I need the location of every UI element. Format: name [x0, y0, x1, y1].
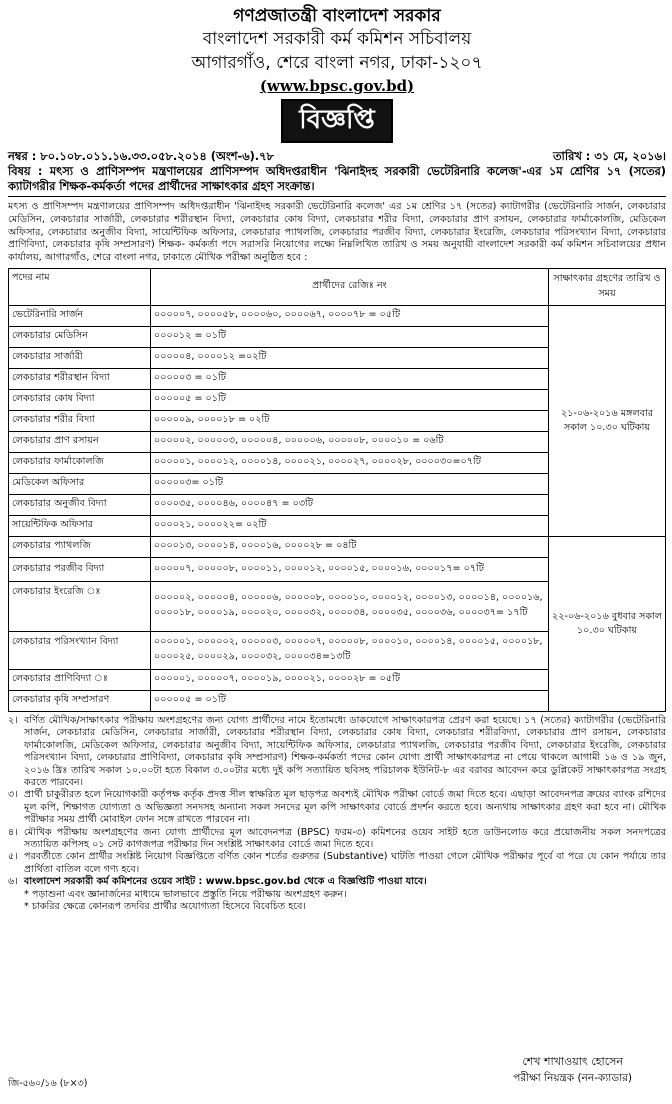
table-row [9, 536, 666, 557]
reg-numbers: ০০০০১২ = ০১টি [151, 326, 549, 347]
reg-numbers: ০০০০০১, ০০০০০২, ০০০০০৩, ০০০০০৭, ০০০০০৮, ০০০০১০, ০০০০১৪, ০০০০১৫, ০০০০১৮, ০০০০২৫, ০০০০২৯, ০০০০৩২, ০০০০৩৪=১৩টি [151, 631, 549, 669]
reference-number: নম্বর : ৮০.১০৮.০১১.১৬.৩৩.০৫৮.২০১৪ (অংশ-৬).৭৮ [8, 149, 274, 163]
notes [8, 715, 666, 914]
reg-numbers: ০০০০০৭, ০০০০০৮, ০০০০১১, ০০০০১২, ০০০০১৫, ০০০০১৬, ০০০০১৭= ০৭টি [151, 557, 549, 581]
interview-table [8, 268, 666, 712]
post-name: লেকচারার প্যাথলজি [9, 536, 151, 557]
website-link[interactable]: (www.bpsc.gov.bd) [259, 77, 415, 95]
notice-badge: বিজ্ঞপ্তি [281, 99, 393, 143]
reg-numbers: ০০০০০৪, ০০০০১২ =০২টি [151, 347, 549, 368]
note-item [8, 789, 666, 826]
note-number: ৫। [8, 851, 18, 863]
reg-numbers: ০০০০০৭, ০০০০৫৮, ০০০০৬০, ০০০০৬৭, ০০০০৭৮ = ০৫টি [151, 305, 549, 326]
table-header-row [9, 268, 666, 305]
post-name: লেকচারার শরীরস্থান বিদ্যা [9, 368, 151, 389]
post-name: ভেটেরিনারি সার্জন [9, 305, 151, 326]
note-item [8, 715, 666, 789]
signature-block [513, 1054, 632, 1086]
reg-numbers: ০০০০১৩, ০০০০১৪, ০০০০১৬, ০০০০২৮ = ০৪টি [151, 536, 549, 557]
note-item [8, 827, 666, 852]
reg-numbers: ০০০০০২, ০০০০০৪, ০০০০০৬, ০০০০০৮, ০০০০১০, ০০০০১২, ০০০০১৩, ০০০০১৪, ০০০০১৬, ০০০০১৮, ০০০০১৯, ০০০০২০, ০০০০৩২, ০০০০৩৪, ০০০০৩৫, ০০০০৩৬, ০০০০৩৭= ১৭টি [151, 581, 549, 631]
government-name: গণপ্রজাতন্ত্রী বাংলাদেশ সরকার [233, 6, 441, 26]
reg-numbers: ০০০০২১, ০০০০২২= ০২টি [151, 515, 549, 536]
post-name: মেডিকেল অফিসার [9, 473, 151, 494]
signatory-title: পরীক্ষা নিয়ন্ত্রক (নন-ক্যাডার) [513, 1072, 632, 1084]
note-text: পরবর্তীতে কোন প্রার্থীর সংশ্লিষ্ট নিয়োগ বিজ্ঞপ্তিতে বর্ণিত কোন শর্তের গুরুতর (Substantive) ঘাটতি পাওয়া গেলে মৌখিক পরীক্ষার পূর্বে বা পরে যে কোন পর্যায়ে তার প্রার্থিতা বাতিল বলে গণ্য হবে। [24, 851, 666, 875]
schedule-day-1: ২১-০৬-২০১৬ মঙ্গলবার সকাল ১০.৩০ ঘটিকায় [549, 305, 666, 536]
reg-numbers: ০০০০০২, ০০০০০৩, ০০০০০৪, ০০০০০৬, ০০০০০৮, ০০০০১০ = ০৬টি [151, 431, 549, 452]
schedule-day-2: ২২-০৬-২০১৬ বুধবার সকাল ১০.৩০ ঘটিকায় [549, 536, 666, 711]
intro-paragraph: মৎস্য ও প্রাণিসম্পদ মন্ত্রণালয়ের প্রাণিসম্পদ অধিদপ্তরাধীন 'ঝিনাইদহ সরকারী ভেটেরিনারি কলেজ' এর ১ম শ্রেণির ১৭ (সতের) ক্যাটাগরীর (ভেটেরিনারি সার্জন, লেকচারার মেডিসিন, লেকচারার সার্জারী, লেকচারার শরীরস্থান বিদ্যা, লেকচারার কোষ বিদ্যা, লেকচারার শরীর বিদ্যা, লেকচারার প্রাণ রসায়ন, লেকচারার ফার্মাকোলজি, মেডিকেল অফিসার, লেকচারার অনুজীব বিদ্যা, সায়েন্টিফিক অফিসার, লেকচারার প্যাথলজি, লেকচারার পরজীব বিদ্যা, লেকচারার ইংরেজি, লেকচারার পরিসংখ্যান বিদ্যা, লেকচারার প্রাণিবিদ্যা, লেকচারার কৃষি সম্প্রসারণ) শিক্ষক- কর্মকর্তা পদে সরাসরি নিয়োগের লক্ষ্যে নিম্নলিখিত তারিখ ও সময় অনুযায়ী বাংলাদেশ সরকারী কর্ম কমিশন সচিবালয়ের প্রধান কার্যালয়, আগারগাঁও, শেরে বাংলা নগর, ঢাকাতে মৌখিক পরীক্ষা অনুষ্ঠিত হবে : [8, 201, 666, 264]
note-text: প্রার্থী চাকুরীরত হলে নিয়োগকারী কর্তৃপক্ষ কর্তৃক প্রদত্ত সীল স্বাক্ষরিত মূল ছাড়পত্র অবশ্যই মৌখিক পরীক্ষা বোর্ডে জমা দিতে হবে। এছাড়া আবেদনপত্র ক্রয়ের ব্যাংক রশিদের মূল কপি, শিক্ষাগত যোগ্যতা ও অভিজ্ঞতা সনদসহ অন্যান্য সকল সনদের মূল কপি সাক্ষাৎকার বোর্ডে প্রদর্শন করতে হবে। অন্যথায় সাক্ষাৎকার গ্রহণ করা হবে না। মৌখিক পরীক্ষার সময় প্রার্থী মোবাইল ফোন সঙ্গে রাখতে পারবেন না। [24, 789, 666, 826]
note-number: ৪। [8, 826, 18, 838]
bullet-item: * চাকরির ক্ষেত্রে কোনরূপ তদবির প্রার্থীর অযোগ্যতা হিসেবে বিবেচিত হবে। [24, 901, 306, 913]
post-name: লেকচারার অনুজীব বিদ্যা [9, 494, 151, 515]
reg-numbers: ০০০০০১, ০০০০০৭, ০০০০১৯, ০০০০২১, ০০০০২৮ = ০৫টি [151, 669, 549, 690]
reg-numbers: ০০০০০৩= ০১টি [151, 473, 549, 494]
post-name: লেকচারার শরীর বিদ্যা [9, 410, 151, 431]
post-name: লেকচারার ইংরেজি ঃ [9, 581, 151, 631]
post-name: সায়েন্টিফিক অফিসার [9, 515, 151, 536]
note-number: ২। [8, 714, 18, 726]
post-name: লেকচারার ফার্মাকোলজি [9, 452, 151, 473]
note-text: বর্ণিত মৌখিক/সাক্ষাৎকার পরীক্ষায় অংশগ্রহণের জন্য যোগ্য প্রার্থীদের নামে ইতোমধ্যে ডাকযোগে সাক্ষাৎকারপত্র প্রেরণ করা হয়েছে। ১৭ (সতের) ক্যাটাগরীর (ভেটেরিনারি সার্জন, লেকচারার মেডিসিন, লেকচারার সার্জারী, লেকচারার শরীরস্থান বিদ্যা, লেকচারার কোষ বিদ্যা, লেকচারার শরীরবিদ্যা, লেকচারার প্রাণ রসায়ন, লেকচারার ফার্মাকোলজি, মেডিকেল অফিসার, লেকচারার অনুজীব বিদ্যা, সায়েন্টিফিক অফিসার, লেকচারার প্যাথলজি, লেকচারার পরজীব বিদ্যা, লেকচারার ইংরেজি, লেকচারার পরিসংখ্যান বিদ্যা, লেকচারার প্রাণিবিদ্যা, লেকচারার কৃষি সম্প্রসারণ) শিক্ষক-কর্মকর্তা পদের কোন যোগ্য প্রার্থী সাক্ষাৎকারপত্র না পেয়ে থাকলে আগামী ১৬ ও ১৯ জুন, ২০১৬ খ্রিঃ তারিখ সকাল ১০.০০টা হতে বিকাল ৩.০০টার মধ্যে দুই কপি সত্যায়িত ছবিসহ পরিচালক ইউনিট-৮ এর বরাবর আবেদন করে ডুপ্লিকেট সাক্ষাৎকারপত্র সংগ্রহ করতে পারবেন। [24, 714, 666, 789]
reg-numbers: ০০০০০৫ = ০১টি [151, 389, 549, 410]
note-number: ৬। [8, 876, 18, 888]
post-name: লেকচারার পরজীব বিদ্যা [9, 557, 151, 581]
post-name: লেকচারার পরিসংখ্যান বিদ্যা [9, 631, 151, 669]
footer-code: জি-৫৬০/১৬ (৮×৩) [8, 1078, 88, 1089]
header-schedule: সাক্ষাৎকার গ্রহণের তারিখ ও সময় [549, 268, 666, 305]
reference-date: তারিখ : ৩১ মে, ২০১৬। [552, 149, 666, 163]
post-name: লেকচারার প্রাণ রসায়ন [9, 431, 151, 452]
office-name: বাংলাদেশ সরকারী কর্ম কমিশন সচিবালয় [202, 29, 472, 49]
header [8, 6, 666, 143]
note-item [8, 876, 666, 888]
table-row [9, 305, 666, 326]
header-reg: প্রার্থীদের রেজিঃ নং [151, 268, 549, 305]
reg-numbers: ০০০০০৫ = ০১টি [151, 690, 549, 711]
note-text: মৌখিক পরীক্ষায় অংশগ্রহণের জন্য যোগ্য প্রার্থীদের মূল আবেদনপত্র (BPSC) ফরম-৩) কমিশনের ওয়েব সাইট হতে ডাউনলোড করে প্রয়োজনীয় সকল সনদপত্রের সত্যায়িত কপিসহ ০১ সেট কাগজপত্র পরীক্ষার দিন সংশ্লিষ্ট সাক্ষাৎকার বোর্ডে জমা দিতে হবে। [24, 826, 666, 851]
post-name: লেকচারার সার্জারী [9, 347, 151, 368]
note-text: বাংলাদেশ সরকারী কর্ম কমিশনের ওয়েব সাইট : www.bpsc.gov.bd থেকে এ বিজ্ঞপ্তিটি পাওয়া যাবে। [24, 876, 427, 888]
reg-numbers: ০০০০০৯, ০০০০১৮ = ০২টি [151, 410, 549, 431]
note-number: ৩। [8, 789, 18, 801]
post-name: লেকচারার কোষ বিদ্যা [9, 389, 151, 410]
post-name: লেকচারার কৃষি সম্প্রসারণ [9, 690, 151, 711]
reg-numbers: ০০০০০১, ০০০০১২, ০০০০১৪, ০০০০২১, ০০০০২৭, ০০০০২৮, ০০০০৩০=০৭টি [151, 452, 549, 473]
notice-page [0, 6, 672, 1104]
reg-numbers: ০০০০৩৫, ০০০০৪৬, ০০০০৪৭ = ০৩টি [151, 494, 549, 515]
header-post: পদের নাম [9, 268, 151, 305]
note-item [8, 851, 666, 876]
bullet-item: * পড়াশুনা এবং জ্ঞানার্জনের মাধ্যমে ভালভাবে প্রস্তুতি নিয়ে পরীক্ষায় অংশগ্রহণ করুন। [24, 888, 347, 900]
signatory-name: শেখ শাখাওয়াৎ হোসেন [522, 1055, 623, 1068]
divider [8, 196, 666, 197]
post-name: লেকচারার মেডিসিন [9, 326, 151, 347]
reg-numbers: ০০০০০৩ = ০১টি [151, 368, 549, 389]
post-name: লেকচারার প্রাণিবিদ্যা ঃ [9, 669, 151, 690]
office-address: আগারগাঁও, শেরে বাংলা নগর, ঢাকা-১২০৭ [191, 53, 483, 73]
reference-line [8, 149, 666, 163]
subject: বিষয় : মৎস্য ও প্রাণিসম্পদ মন্ত্রণালয়ের প্রাণিসম্পদ অধিদপ্তরাধীন 'ঝিনাইদহ সরকারী ভেটেরিনারি কলেজ'-এর ১ম শ্রেণির ১৭ (সতের) ক্যাটাগরীর শিক্ষক-কর্মকর্তা পদের প্রার্থীদের সাক্ষাৎকার গ্রহণ সংক্রান্ত। [8, 164, 666, 193]
